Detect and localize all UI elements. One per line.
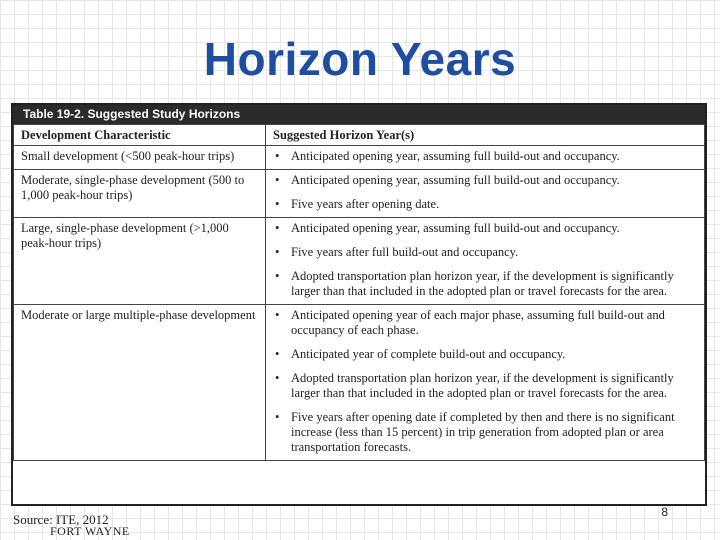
list-item xyxy=(273,197,697,212)
bullet-icon: • xyxy=(275,308,280,322)
header-development-characteristic: Development Characteristic xyxy=(14,125,266,146)
horizon-years-cell xyxy=(266,218,705,305)
horizon-years-cell xyxy=(266,146,705,170)
horizon-text: Adopted transportation plan horizon year, if the development is significantly larger than that included in the adopted plan or travel forecasts for the area. xyxy=(291,371,674,400)
list-item xyxy=(273,149,697,164)
horizon-list xyxy=(273,221,697,299)
table-row xyxy=(14,170,705,218)
bullet-icon: • xyxy=(275,347,280,361)
horizon-text: Five years after full build-out and occupancy. xyxy=(291,245,519,259)
list-item xyxy=(273,245,697,260)
table-row xyxy=(14,305,705,461)
table-caption: Table 19-2. Suggested Study Horizons xyxy=(13,105,705,124)
table-body xyxy=(14,146,705,461)
list-item xyxy=(273,347,697,362)
bullet-icon: • xyxy=(275,410,280,424)
bullet-icon: • xyxy=(275,269,280,283)
bullet-icon: • xyxy=(275,197,280,211)
header-suggested-horizon-years: Suggested Horizon Year(s) xyxy=(266,125,705,146)
list-item xyxy=(273,308,697,338)
page-number: 8 xyxy=(661,505,668,519)
horizon-text: Anticipated year of complete build-out and occupancy. xyxy=(291,347,566,361)
horizon-text: Five years after opening date if completed by then and there is no significant increase (less than 15 percent) in trip generation from adopted plan or area transportation forecasts. xyxy=(291,410,675,454)
horizon-text: Five years after opening date. xyxy=(291,197,440,211)
bullet-icon: • xyxy=(275,221,280,235)
development-characteristic-cell: Moderate, single-phase development (500 to 1,000 peak-hour trips) xyxy=(14,170,266,218)
list-item xyxy=(273,221,697,236)
footer-logo: FORT WAYNE xyxy=(50,524,130,538)
bullet-icon: • xyxy=(275,173,280,187)
horizon-text: Anticipated opening year, assuming full build-out and occupancy. xyxy=(291,149,620,163)
study-horizons-table-panel xyxy=(11,103,707,506)
study-horizons-table xyxy=(13,124,705,461)
bullet-icon: • xyxy=(275,149,280,163)
bullet-icon: • xyxy=(275,245,280,259)
horizon-text: Anticipated opening year, assuming full build-out and occupancy. xyxy=(291,221,620,235)
source-citation: Source: ITE, 2012 xyxy=(13,512,109,527)
table-header-row xyxy=(14,125,705,146)
table-row xyxy=(14,218,705,305)
horizon-text: Adopted transportation plan horizon year, if the development is significantly larger than that included in the adopted plan or travel forecasts for the area. xyxy=(291,269,674,298)
horizon-text: Anticipated opening year of each major phase, assuming full build-out and occupancy of each phase. xyxy=(291,308,665,337)
list-item xyxy=(273,410,697,455)
list-item xyxy=(273,269,697,299)
list-item xyxy=(273,371,697,401)
horizon-list xyxy=(273,149,697,164)
development-characteristic-cell: Large, single-phase development (>1,000 peak-hour trips) xyxy=(14,218,266,305)
slide-title: Horizon Years xyxy=(203,33,517,85)
list-item xyxy=(273,173,697,188)
horizon-years-cell xyxy=(266,170,705,218)
horizon-list xyxy=(273,308,697,455)
development-characteristic-cell: Small development (<500 peak-hour trips) xyxy=(14,146,266,170)
horizon-text: Anticipated opening year, assuming full build-out and occupancy. xyxy=(291,173,620,187)
table-row xyxy=(14,146,705,170)
horizon-years-cell xyxy=(266,305,705,461)
horizon-list xyxy=(273,173,697,212)
development-characteristic-cell: Moderate or large multiple-phase development xyxy=(14,305,266,461)
bullet-icon: • xyxy=(275,371,280,385)
